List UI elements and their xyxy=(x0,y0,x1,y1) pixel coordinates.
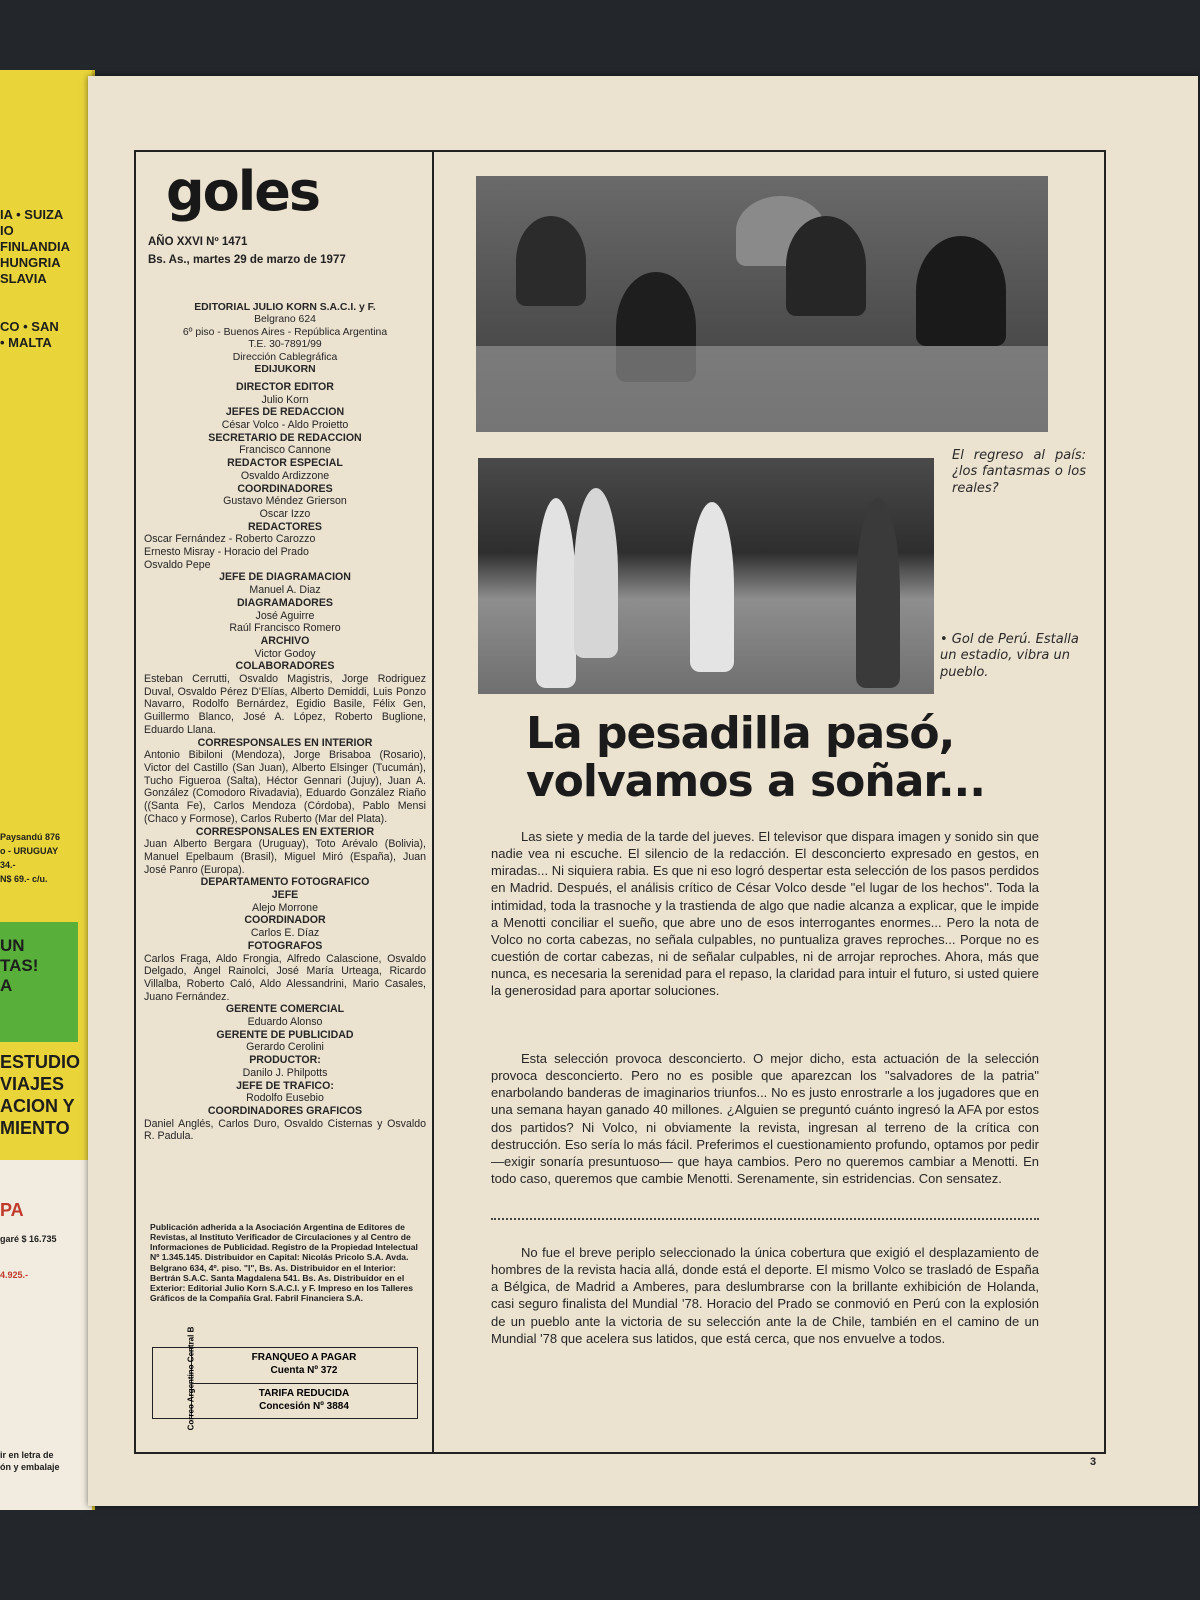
credit-names: Gerardo Cerolini xyxy=(246,1041,324,1054)
left-fragment: TAS! xyxy=(0,956,39,975)
left-fragment: garé $ 16.735 xyxy=(0,1234,57,1244)
credit-heading: COORDINADORES xyxy=(237,482,333,495)
credits-block xyxy=(144,302,426,1143)
credit-names: Alejo Morrone xyxy=(252,901,318,914)
publisher-line: T.E. 30-7891/99 xyxy=(248,339,322,351)
magazine-logo: goles xyxy=(166,160,320,223)
magazine-page xyxy=(88,76,1198,1506)
left-fragment: 34.- xyxy=(0,860,16,870)
credit-heading: COORDINADOR xyxy=(244,914,326,927)
postal-tarifa: TARIFA REDUCIDA Concesión Nº 3884 xyxy=(191,1383,417,1418)
credit-heading: CORRESPONSALES EN INTERIOR xyxy=(197,736,373,749)
credit-names: Victor Godoy xyxy=(254,647,316,660)
publisher-line: Dirección Cablegráfica xyxy=(232,351,338,363)
credit-names: José Aguirre Raúl Francisco Romero xyxy=(229,609,341,635)
credit-heading: JEFES DE REDACCION xyxy=(225,406,345,419)
credit-heading: DEPARTAMENTO FOTOGRAFICO JEFE xyxy=(200,876,370,902)
publisher-line: 6º piso - Buenos Aires - República Argentina xyxy=(182,326,388,338)
left-fragment: N$ 69.- c/u. xyxy=(0,874,48,884)
credit-heading: DIAGRAMADORES xyxy=(237,596,333,609)
left-fragment: HUNGRIA xyxy=(0,255,61,270)
credit-names: César Volco - Aldo Proietto xyxy=(221,419,349,432)
credit-heading: PRODUCTOR: xyxy=(249,1054,321,1067)
left-fragment: CO • SAN xyxy=(0,319,59,334)
credit-heading: COLABORADORES xyxy=(235,660,335,673)
postal-side xyxy=(153,1326,196,1431)
article-paragraph-1: Las siete y media de la tarde del jueves. El televisor que dispara imagen y sonido sin que nadie vea ni escuche. El silencio de la redacción. El desconcierto expresado en gestos, en miradas... Ni siquiera rabia. Es que ni eso logró despertar esta selección de los pasos perdidos en Madrid. Después, el análisis crítico de César Volco desde "el lugar de los hechos". Toda la intimidad, toda la trasnoche y la trastienda de algo que nadie alcanza a explicar, que le impide a Menotti conciliar el sueño, que abre uno de esos interrogantes enormes... Pero la nota de Volco no corta cabezas, no señala culpables, no puntualiza graves reproches... Porque no es cuestión de cortar cabezas, ni de señalar culpables, ni de arrojar reproches. Ahora, más que nunca, es necesaria la serenidad para el repaso, la claridad para intuir el futuro, si usted quiere la generosidad para aportar soluciones. xyxy=(491,829,1039,999)
publisher-name: EDITORIAL JULIO KORN S.A.C.I. y F. xyxy=(194,302,376,313)
credit-names: Gustavo Méndez Grierson Oscar Izzo xyxy=(223,495,347,520)
credit-heading: JEFE DE TRAFICO: xyxy=(236,1079,334,1092)
credit-heading: REDACTOR ESPECIAL xyxy=(227,457,343,470)
credit-names: Manuel A. Diaz xyxy=(249,584,321,597)
left-fragment: IA • SUIZA xyxy=(0,207,64,222)
credit-names: Rodolfo Eusebio xyxy=(246,1092,324,1105)
publisher-line: Belgrano 624 xyxy=(254,314,316,326)
credit-names: Carlos Fraga, Aldo Frongia, Alfredo Calascione, Osvaldo Delgado, Angel Rainolci, José María Urteaga, Ricardo Villalba, Roberto Caló, Aldo Alessandrini, Mario Casales, Juano Fernández. xyxy=(144,952,426,1003)
article-headline: La pesadilla pasó, volvamos a soñar... xyxy=(526,708,985,807)
page-frame xyxy=(134,150,1106,1454)
left-fragment: ACION Y xyxy=(0,1096,75,1116)
left-fragment: VIAJES xyxy=(0,1074,65,1094)
staff-credits xyxy=(144,381,426,1143)
issue-line: AÑO XXVI Nº 1471 xyxy=(148,236,248,248)
left-fragment: FINLANDIA xyxy=(0,239,71,254)
date-line: Bs. As., martes 29 de marzo de 1977 xyxy=(148,254,346,266)
publisher-line: EDIJUKORN xyxy=(254,364,316,376)
left-fragment: 4.925.- xyxy=(0,1270,29,1280)
credit-heading: COORDINADORES GRAFICOS xyxy=(207,1104,363,1117)
credit-heading: GERENTE COMERCIAL xyxy=(225,1003,345,1016)
photo1-caption: El regreso al país: ¿los fantasmas o los reales? xyxy=(952,448,1086,496)
credit-heading: CORRESPONSALES EN EXTERIOR xyxy=(195,825,375,838)
credit-names: Eduardo Alonso xyxy=(247,1016,323,1029)
publisher-block xyxy=(144,302,426,377)
credit-names: Esteban Cerrutti, Osvaldo Magistris, Jorge Rodriguez Duval, Osvaldo Pérez D'Elías, Alberto Demiddi, Luis Ponzo Navarro, Rodolfo Bernárdez, Egidio Basile, Félix Gen, Guillermo Blanco, José A. López, Roberto Buglione, Eduardo Llana. xyxy=(144,673,426,736)
left-fragment: ón y embalaje xyxy=(0,1462,60,1472)
credit-names: Antonio Bibiloni (Mendoza), Jorge Brisaboa (Rosario), Victor del Castillo (San Juan), Alberto Elsinger (Tucumán), Tucho Figueroa (Salta), Héctor Gennari (Jujuy), Juan A. González (Comodoro Rivadavia), Eduardo González Riaño ((Santa Fe), Carlos Mendoza (Córdoba), Pablo Mensi (Chaco y Formose), Carlos Ruberto (Mar del Plata). xyxy=(144,749,426,825)
credit-names: Francisco Cannone xyxy=(239,444,331,457)
left-fragment: A xyxy=(0,976,13,995)
left-fragment: UN xyxy=(0,936,25,955)
left-fragment: SLAVIA xyxy=(0,271,47,286)
credit-heading: FOTOGRAFOS xyxy=(247,939,323,952)
goal-celebration-photo xyxy=(478,458,934,694)
postal-box xyxy=(152,1326,418,1431)
left-fragment: IO xyxy=(0,223,14,238)
credit-names: Daniel Anglés, Carlos Duro, Osvaldo Cisternas y Osvaldo R. Padula. xyxy=(144,1117,426,1143)
left-fragment: ir en letra de xyxy=(0,1450,54,1460)
credit-names: Juan Alberto Bergara (Uruguay), Toto Arévalo (Bolivia), Manuel Epelbaum (Brasil), Miguel Miró (España), Juan José Panro (Europa). xyxy=(144,838,426,876)
section-divider xyxy=(491,1218,1039,1220)
postal-franqueo: FRANQUEO A PAGAR Cuenta Nº 372 xyxy=(251,1352,357,1376)
left-fragment: PA xyxy=(0,1200,24,1220)
credit-heading: JEFE DE DIAGRAMACION xyxy=(219,571,351,584)
article-paragraph-3: No fue el breve periplo seleccionado la única cobertura que exigió el desplazamiento de hombres de la revista hacia allá, donde está el deporte. El mismo Volco se trasladó de España a Bélgica, de Madrid a Amberes, para deslumbrarse con la brillante exhibición de Holanda, casi seguro finalista del Mundial '78. Horacio del Prado se conmovió en Perú con la explosión de un pueblo ante la victoria de su selección ante la de Chile, también en el camino de un Mundial '78 que acelera sus latidos, que está cerca, que nos envuelve a todos. xyxy=(491,1245,1039,1346)
left-fragment: Paysandú 876 xyxy=(0,832,61,842)
legal-notice: Publicación adherida a la Asociación Argentina de Editores de Revistas, al Instituto Verificador de Circulaciones y al Centro de Informaciones de Publicidad. Registro de la Propiedad Intelectual Nº 1.345.145. Distribuidor en Capital: Nicolás Pricolo S.A. Avda. Belgrano 634, 4º. piso. "I", Bs. As. Distribuidor en el Interior: Bertrán S.A.C. Santa Magdalena 541. Bs. As. Distribuidor en el Exterior: Editorial Julio Korn S.A.C.I. y F. Impreso en los Talleres Gráficos de la Compañía Gral. Fabril Financiera S.A. xyxy=(150,1222,418,1303)
credit-heading: SECRETARIO DE REDACCION xyxy=(208,431,362,444)
left-fragment: MIENTO xyxy=(0,1118,70,1138)
left-fragment: ESTUDIO xyxy=(0,1052,81,1072)
adjacent-page xyxy=(0,70,95,1510)
credit-names: Danilo J. Philpotts xyxy=(242,1066,328,1079)
team-bus-photo xyxy=(476,176,1048,432)
left-fragment: • MALTA xyxy=(0,335,52,350)
credit-heading: REDACTORES xyxy=(248,520,322,533)
masthead-column xyxy=(136,152,434,1452)
credit-names: Carlos E. Díaz xyxy=(250,927,320,940)
credit-heading: ARCHIVO xyxy=(260,634,310,647)
credit-names: Julio Korn xyxy=(261,393,309,406)
postal-side-label: Correo Argentino Central B xyxy=(186,1326,196,1431)
photo2-caption: • Gol de Perú. Estalla un estadio, vibra un pueblo. xyxy=(940,632,1079,680)
credit-names: Oscar Fernández - Roberto Carozzo Ernesto Misray - Horacio del Prado Osvaldo Pepe xyxy=(144,533,316,571)
credit-heading: DIRECTOR EDITOR xyxy=(236,380,334,393)
page-number: 3 xyxy=(1090,1456,1097,1468)
credit-names: Osvaldo Ardizzone xyxy=(240,469,330,482)
credit-heading: GERENTE DE PUBLICIDAD xyxy=(216,1028,354,1041)
left-fragment: o - URUGUAY xyxy=(0,846,59,856)
article-paragraph-2: Esta selección provoca desconcierto. O mejor dicho, esta actuación de la selección provoca desconcierto. Pero no es posible que aparezcan los "salvadores de la patria" enarbolando banderas de imaginarios triunfos... No es justo enrostrarle a los jugadores que en una semana hayan ganado 40 millones. ¿Alguien se preguntó cuánto ingresó la AFA por estos dos partidos? Ni Volco, ni obviamente la revista, ingresan al terreno de la crítica con destrucción. Eso sería lo más fácil. Preferimos el cuestionamiento profundo, optamos por pedir —exigir sonaría presuntuoso— que haya cambios. Pero no queremos cambiar a Menotti. En todo caso, queremos que cambie Menotti. Serenamente, sin estridencias. Con sensatez. xyxy=(491,1051,1039,1187)
